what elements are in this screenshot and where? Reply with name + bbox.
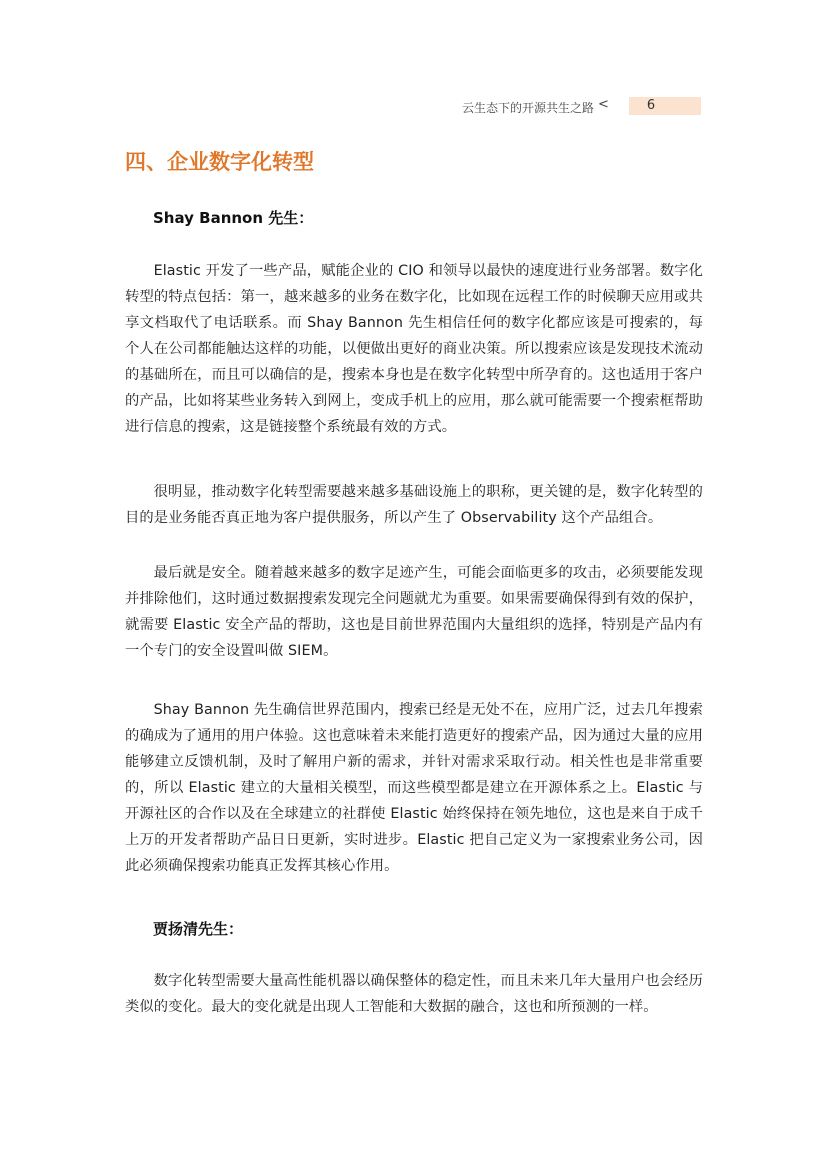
paragraph: Elastic 开发了一些产品，赋能企业的 CIO 和领导以最快的速度进行业务部署。数字化转型的特点包括：第一，越来越多的业务在数字化，比如现在远程工作的时候聊天应用或共享文档取代了电话联系。而 Shay Bannon 先生相信任何的数字化都应该是可搜索的，每个人在公司都能触达这样的功能，以便做出更好的商业决策。所以搜索应该是发现技术流动的基础所在，而且可以确信的是，搜索本身也是在数字化转型中所孕育的。这也适用于客户的产品，比如将某些业务转入到网上，变成手机上的应用，那么就可能需要一个搜索框帮助进行信息的搜索，这是链接整个系统最有效的方式。: [125, 263, 703, 435]
header-title: 云生态下的开源共生之路: [461, 101, 594, 115]
section-title: 四、企业数字化转型: [125, 150, 314, 174]
page-number: 6: [646, 98, 656, 113]
paragraph: 最后就是安全。随着越来越多的数字足迹产生，可能会面临更多的攻击，必须要能发现并排除他们，这时通过数据搜索发现完全问题就尤为重要。如果需要确保得到有效的保护，就需要 Elastic 安全产品的帮助，这也是目前世界范围内大量组织的选择，特别是产品内有一个专门的安全设置叫做 SIEM。: [125, 565, 703, 659]
paragraph: 数字化转型需要大量高性能机器以确保整体的稳定性，而且未来几年大量用户也会经历类似的变化。最大的变化就是出现人工智能和大数据的融合，这也和所预测的一样。: [125, 973, 703, 1015]
chevron-left-icon: <: [598, 97, 609, 112]
paragraph: Shay Bannon 先生确信世界范围内，搜索已经是无处不在，应用广泛，过去几年搜索的确成为了通用的用户体验。这也意味着未来能打造更好的搜索产品，因为通过大量的应用能够建立反馈机制，及时了解用户新的需求，并针对需求采取行动。相关性也是非常重要的，所以 Elastic 建立的大量相关模型，而这些模型都是建立在开源体系之上。Elastic 与开源社区的合作以及在全球建立的社群使 Elastic 始终保持在领先地位，这也是来自于成千上万的开发者帮助产品日日更新，实时进步。Elastic 把自己定义为一家搜索业务公司，因此必须确保搜索功能真正发挥其核心作用。: [125, 702, 703, 874]
speaker-heading-jia-yangqing: 贾扬清先生：: [153, 920, 244, 938]
paragraph: 很明显，推动数字化转型需要越来越多基础设施上的职称，更关键的是，数字化转型的目的是业务能否真正地为客户提供服务，所以产生了 Observability 这个产品组合。: [125, 484, 703, 526]
running-header: [0, 97, 826, 119]
speaker-heading-shay-bannon: Shay Bannon 先生：: [153, 209, 314, 227]
page-number-box: [629, 97, 701, 115]
